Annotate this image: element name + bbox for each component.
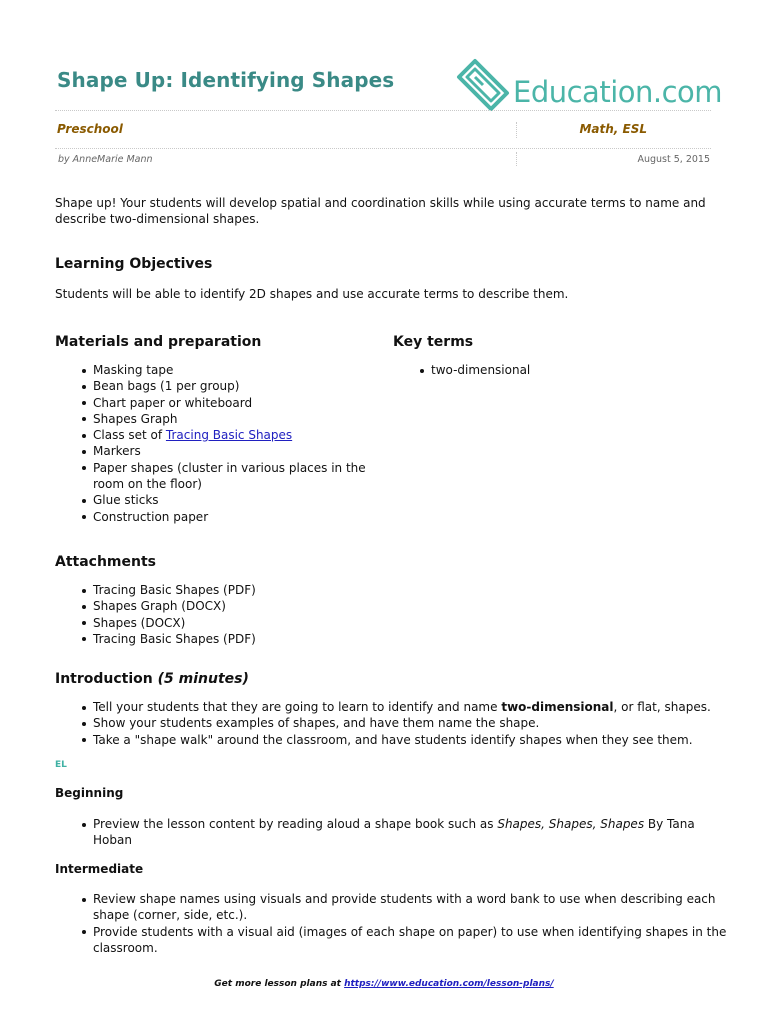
attachments-list xyxy=(55,582,455,647)
footer-text: Get more lesson plans at xyxy=(214,979,345,989)
el-tag: EL xyxy=(55,760,67,770)
list-item: two-dimensional xyxy=(393,362,693,378)
subject: Math, ESL xyxy=(579,122,647,136)
divider xyxy=(55,110,711,111)
attachment-item[interactable]: Tracing Basic Shapes (PDF) xyxy=(55,631,455,647)
author: by AnneMarie Mann xyxy=(58,154,153,165)
key-terms-heading: Key terms xyxy=(393,334,474,350)
logo-wordmark: Education.com xyxy=(513,75,723,109)
list-item: Review shape names using visuals and provide students with a word bank to use when describing each shape (corner, side, etc.). xyxy=(55,891,735,924)
introduction-duration: (5 minutes) xyxy=(157,671,249,687)
divider xyxy=(516,152,517,166)
materials-list xyxy=(55,362,375,525)
education-logo[interactable] xyxy=(455,55,723,115)
page-title: Shape Up: Identifying Shapes xyxy=(57,68,395,92)
introduction-heading xyxy=(55,671,249,687)
intermediate-heading: Intermediate xyxy=(55,862,144,876)
objectives-heading: Learning Objectives xyxy=(55,256,213,272)
key-term-bold: two-dimensional xyxy=(501,700,614,714)
list-item: Chart paper or whiteboard xyxy=(55,395,375,411)
list-item-text: Preview the lesson content by reading aloud a shape book such as xyxy=(93,817,498,831)
list-item xyxy=(55,699,735,715)
objectives-text: Students will be able to identify 2D shapes and use accurate terms to describe them. xyxy=(55,287,569,301)
materials-heading: Materials and preparation xyxy=(55,334,262,350)
attachment-item[interactable]: Shapes (DOCX) xyxy=(55,615,455,631)
list-item xyxy=(55,816,695,849)
tracing-basic-shapes-link[interactable]: Tracing Basic Shapes xyxy=(165,428,293,443)
grade-level: Preschool xyxy=(57,122,123,136)
list-item: Bean bags (1 per group) xyxy=(55,378,375,394)
list-item: Provide students with a visual aid (images of each shape on paper) to use when identifying shapes in the classroom. xyxy=(55,924,735,957)
list-item: Construction paper xyxy=(55,509,375,525)
intermediate-list xyxy=(55,891,735,956)
list-item: Shapes Graph xyxy=(55,411,375,427)
book-title: Shapes, Shapes, Shapes xyxy=(497,817,645,831)
list-item-text: , or flat, shapes. xyxy=(613,700,711,714)
publish-date: August 5, 2015 xyxy=(637,154,710,165)
attachment-item[interactable]: Tracing Basic Shapes (PDF) xyxy=(55,582,455,598)
list-item: Paper shapes (cluster in various places in the room on the floor) xyxy=(55,460,375,493)
list-item-text: By Tana Hoban xyxy=(93,817,695,848)
attachments-heading: Attachments xyxy=(55,554,157,570)
divider xyxy=(516,122,517,138)
footer xyxy=(0,979,768,989)
lesson-summary: Shape up! Your students will develop spatial and coordination skills while using accurate terms to name and describe two-dimensional shapes. xyxy=(55,196,706,226)
attachment-item[interactable]: Shapes Graph (DOCX) xyxy=(55,598,455,614)
list-item xyxy=(55,427,375,443)
key-terms-list xyxy=(393,362,693,378)
pencil-tag-icon xyxy=(455,55,513,115)
list-item: Take a "shape walk" around the classroom, and have students identify shapes when they see them. xyxy=(55,732,735,748)
list-item: Glue sticks xyxy=(55,492,375,508)
introduction-list xyxy=(55,699,735,748)
beginning-list xyxy=(55,816,695,849)
beginning-heading: Beginning xyxy=(55,786,124,800)
list-item: Show your students examples of shapes, and have them name the shape. xyxy=(55,715,735,731)
lesson-plans-link[interactable]: https://www.education.com/lesson-plans/ xyxy=(344,979,554,989)
list-item: Markers xyxy=(55,443,375,459)
divider xyxy=(55,148,711,149)
introduction-title: Introduction xyxy=(55,671,153,687)
list-item: Masking tape xyxy=(55,362,375,378)
list-item-text: Class set of xyxy=(93,428,166,443)
list-item-text: Tell your students that they are going to learn to identify and name xyxy=(93,700,502,714)
